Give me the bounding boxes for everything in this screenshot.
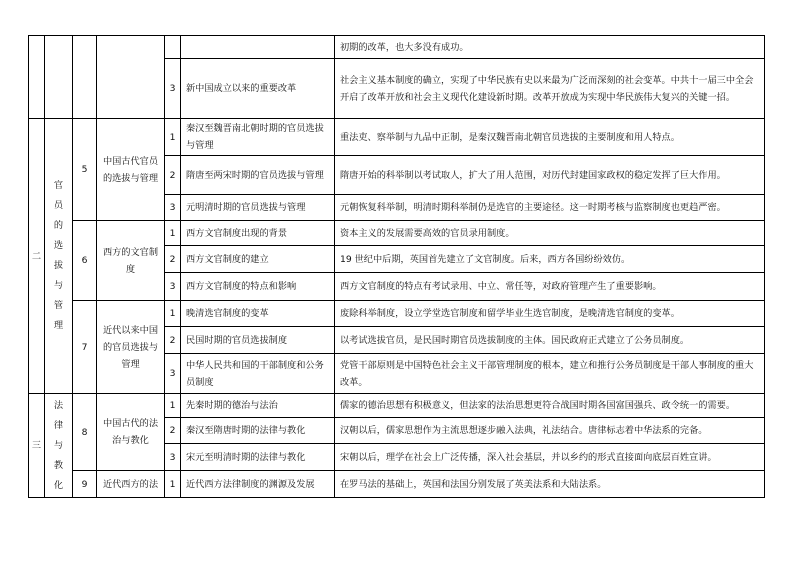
part-title <box>45 394 73 498</box>
item-index: 1 <box>165 301 181 327</box>
part-title <box>45 119 73 394</box>
item-index: 3 <box>165 354 181 394</box>
item-index: 1 <box>165 119 181 156</box>
part-title-text: 官员的选拔与管理 <box>53 180 64 331</box>
item-title: 民国时期的官员选拔制度 <box>181 327 335 354</box>
unit-title: 近代以来中国的官员选拔与管理 <box>97 301 165 394</box>
item-content: 以考试选拔官员，是民国时期官员选拔制度的主体。国民政府正式建立了公务员制度。 <box>335 327 765 354</box>
part-title-text: 法律与教化 <box>53 399 64 491</box>
item-title: 元明清时期的官员选拔与管理 <box>181 195 335 221</box>
unit-number: 8 <box>73 394 97 471</box>
item-title: 秦汉至魏晋南北朝时期的官员选拔与管理 <box>181 119 335 156</box>
item-title: 西方文官制度的建立 <box>181 246 335 273</box>
item-title: 西方文官制度的特点和影响 <box>181 273 335 301</box>
item-index <box>165 36 181 59</box>
item-title <box>181 36 335 59</box>
item-content: 西方文官制度的特点有考试录用、中立、常任等，对政府管理产生了重要影响。 <box>335 273 765 301</box>
item-index: 1 <box>165 394 181 418</box>
item-content: 19 世纪中后期，英国首先建立了文官制度。后来，西方各国纷纷效仿。 <box>335 246 765 273</box>
item-index: 2 <box>165 156 181 195</box>
table-row <box>29 394 765 418</box>
syllabus-table <box>28 35 765 498</box>
item-title: 新中国成立以来的重要改革 <box>181 59 335 119</box>
item-title: 先秦时期的德治与法治 <box>181 394 335 418</box>
item-content: 废除科举制度，设立学堂选官制度和留学毕业生选官制度，是晚清选官制度的变革。 <box>335 301 765 327</box>
item-content: 元朝恢复科举制，明清时期科举制仍是选官的主要途径。这一时期考核与监察制度也更趋严密。 <box>335 195 765 221</box>
unit-title: 近代西方的法 <box>97 471 165 498</box>
item-index: 1 <box>165 471 181 498</box>
table-row <box>29 221 765 246</box>
part-number: 二 <box>29 119 45 394</box>
table-row <box>29 301 765 327</box>
unit-name-cell <box>97 36 165 119</box>
item-title: 西方文官制度出现的背景 <box>181 221 335 246</box>
part-name-cell <box>45 36 73 119</box>
unit-title: 西方的文官制度 <box>97 221 165 301</box>
item-content: 资本主义的发展需要高效的官员录用制度。 <box>335 221 765 246</box>
item-content: 宋朝以后，理学在社会上广泛传播，深入社会基层，并以乡约的形式直接面向底层百姓宣讲。 <box>335 444 765 471</box>
item-index: 2 <box>165 418 181 444</box>
item-index: 1 <box>165 221 181 246</box>
unit-number: 6 <box>73 221 97 301</box>
item-index: 3 <box>165 444 181 471</box>
table-row <box>29 471 765 498</box>
item-title: 宋元至明清时期的法律与教化 <box>181 444 335 471</box>
part-cell <box>29 36 45 119</box>
unit-number: 7 <box>73 301 97 394</box>
table-row <box>29 119 765 156</box>
item-content: 重法吏、察举制与九品中正制，是秦汉魏晋南北朝官员选拔的主要制度和用人特点。 <box>335 119 765 156</box>
unit-number: 5 <box>73 119 97 221</box>
unit-number: 9 <box>73 471 97 498</box>
item-index: 3 <box>165 273 181 301</box>
item-content: 在罗马法的基础上，英国和法国分别发展了英美法系和大陆法系。 <box>335 471 765 498</box>
item-title: 晚清选官制度的变革 <box>181 301 335 327</box>
item-content: 社会主义基本制度的确立，实现了中华民族有史以来最为广泛而深刻的社会变革。中共十一届三中全会开启了改革开放和社会主义现代化建设新时期。改革开放成为实现中华民族伟大复兴的关键一招。 <box>335 59 765 119</box>
item-index: 2 <box>165 327 181 354</box>
item-content: 初期的改革，也大多没有成功。 <box>335 36 765 59</box>
unit-num-cell <box>73 36 97 119</box>
item-title: 隋唐至两宋时期的官员选拔与管理 <box>181 156 335 195</box>
table-row <box>29 36 765 59</box>
item-title: 中华人民共和国的干部制度和公务员制度 <box>181 354 335 394</box>
item-content: 隋唐开始的科举制以考试取人，扩大了用人范围，对历代封建国家政权的稳定发挥了巨大作用。 <box>335 156 765 195</box>
part-number: 三 <box>29 394 45 498</box>
item-index: 3 <box>165 195 181 221</box>
item-index: 2 <box>165 246 181 273</box>
item-content: 汉朝以后，儒家思想作为主流思想逐步融入法典，礼法结合。唐律标志着中华法系的完备。 <box>335 418 765 444</box>
item-title: 秦汉至隋唐时期的法律与教化 <box>181 418 335 444</box>
item-title: 近代西方法律制度的渊源及发展 <box>181 471 335 498</box>
unit-title: 中国古代官员的选拔与管理 <box>97 119 165 221</box>
unit-title: 中国古代的法治与教化 <box>97 394 165 471</box>
item-content: 儒家的德治思想有积极意义，但法家的法治思想更符合战国时期各国富国强兵、政令统一的需要。 <box>335 394 765 418</box>
item-index: 3 <box>165 59 181 119</box>
item-content: 党管干部原则是中国特色社会主义干部管理制度的根本，建立和推行公务员制度是干部人事制度的重大改革。 <box>335 354 765 394</box>
